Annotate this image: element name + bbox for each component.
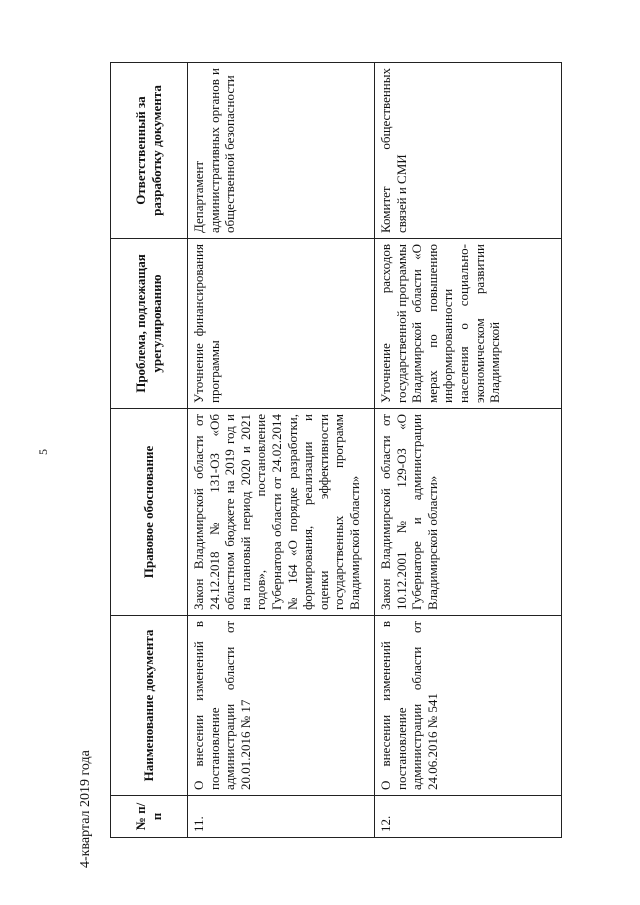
plan-table <box>110 62 562 838</box>
quarter-title: 4-квартал 2019 года <box>78 750 93 868</box>
legal-basis: Закон Владимирской области от 24.12.2018 № 131-ОЗ «Об областном бюджете на 2019 год и на плановый период 2020 и 2021 годов», постановление Губернатора области от 24.02.2014 № 164 «О порядке разработки, формирования, реализации и оценки эффективности государственных программ Владимирской области» <box>188 409 375 616</box>
header-legal-basis: Правовое обоснование <box>111 409 188 616</box>
responsible: Департамент административных органов и общественной безопасности <box>188 63 375 239</box>
document-name: О внесении изменений в постановление администрации области от 24.06.2016 № 541 <box>375 616 562 796</box>
row-number: 11. <box>188 796 375 838</box>
page-number: 5 <box>36 449 50 455</box>
rotated-page-content <box>70 48 570 868</box>
header-problem: Проблема, подлежащая урегулированию <box>111 239 188 409</box>
header-number: № п/п <box>111 796 188 838</box>
header-responsible: Ответственный за разработку документа <box>111 63 188 239</box>
table-row <box>188 63 375 838</box>
responsible: Комитет общественных связей и СМИ <box>375 63 562 239</box>
table-row <box>375 63 562 838</box>
legal-basis: Закон Владимирской области от 10.12.2001 № 129-ОЗ «О Губернаторе и администрации Владимирской области» <box>375 409 562 616</box>
problem: Уточнение финансирования программы <box>188 239 375 409</box>
header-document-name: Наименование документа <box>111 616 188 796</box>
row-number: 12. <box>375 796 562 838</box>
table-header-row <box>111 63 188 838</box>
document-name: О внесении изменений в постановление администрации области от 20.01.2016 № 17 <box>188 616 375 796</box>
problem: Уточнение расходов государственной программы Владимирской области «О мерах по повышению информированности населения о социально-экономическом развитии Владимирской <box>375 239 562 409</box>
